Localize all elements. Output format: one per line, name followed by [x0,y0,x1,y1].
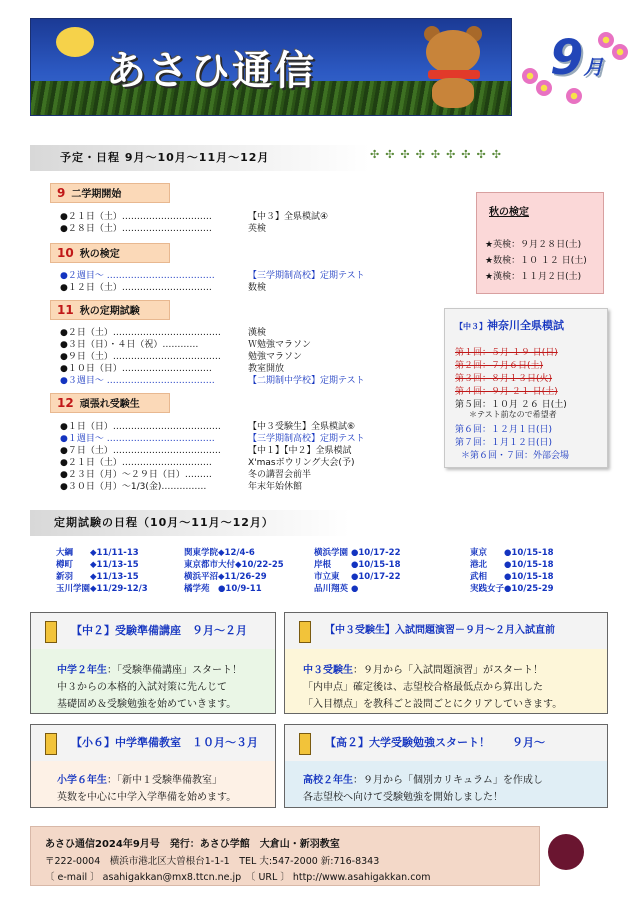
grade9-course-box: 【中３受験生】入試問題演習－９月〜２月入試直前 中３受験生：９月から「入試問題演習」がスタート！ 「内申点」確定後は、志望校合格最低点から算出した 「入目標点」を教科ごと設問ごとにクリアしていきます。 [284,612,608,714]
test-item: ★漢検：１１月２日(土) [485,272,582,282]
test-date: 第６回：１２月１日(日) [455,425,553,435]
schedule-row: ●２３日（月）〜２９日（日）……… 冬の講習会前半 [60,470,312,480]
issue-month [550,30,603,86]
schedule-row: ●２１日（土）………………………… X'masボウリング大会(予) [60,458,355,468]
pencil-icon [299,733,311,755]
pencil-icon [45,733,57,755]
test-date: 第４回：９月 ２１ 日(土) [455,387,558,397]
footer-publisher: あさひ通信2024年9月号 発行：あさひ学館 大倉山・新羽教室 [45,839,340,850]
flower-icon [566,88,582,104]
schedule-row: ●２週目〜 ……………………………… 【三学期制高校】定期テスト [60,271,365,281]
schedule-row: ●１０日（日）………………………… 教室開放 [60,364,285,374]
october-heading: 10 秋の検定 [50,243,170,263]
grade8-course-box: 【中２】受験準備講座 ９月〜２月 中学２年生：「受験準備講座」スタート！ 中３からの本格的入試対策に先んじて 基礎固め＆受験勉強を始めていきます。 [30,612,276,714]
publisher-footer [30,826,540,886]
test-note: ＊テスト前なので希望者 [469,410,557,419]
schedule-row: ●３週目〜 ……………………………… 【二期制中学校】定期テスト [60,376,365,386]
pencil-icon [45,621,57,643]
flower-icon [522,68,538,84]
box-title: 【小６】中学準備教室 １０月〜３月 [31,725,275,761]
flower-icon [612,44,628,60]
schedule-row: ●２日（土）……………………………… 漢検 [60,328,267,338]
footer-address: 〒222-0004 横浜市港北区大曽根台1-1-1 TEL 大:547-2000 新:716-8343 [45,856,380,867]
month-number: 9 [550,30,584,86]
flower-icon [598,32,614,48]
december-heading: 12 頑張れ受験生 [50,393,170,413]
schedule-row: ●９日（土）……………………………… 勉強マラソン [60,352,303,362]
test-date: 第７回：１月１２日(日) [455,438,553,448]
test-date: 第３回：８月１３日(火) [455,374,553,384]
pencil-icon [299,621,311,643]
moon-icon [56,27,94,57]
grape-icon [548,834,584,870]
grade6-course-box: 【小６】中学準備教室 １０月〜３月 小学６年生：「新中１受験準備教室」 英数を中心に中学入学準備を始めます。 [30,724,276,808]
box-title: 【高２】大学受験勉強スタート！ ９月〜 [285,725,607,761]
test-note: ＊第６回・７回：外部会場 [461,451,570,461]
autumn-test-title: 秋の検定 [489,207,529,218]
schedule-row: ●３日（日）・４日（祝）………… Ｗ勉強マラソン [60,340,312,350]
test-item: ★数検：１０ １２ 日(土) [485,256,587,266]
month-suffix: 月 [583,55,604,79]
bear-mascot-icon [418,30,488,110]
autumn-test-box [476,192,604,294]
schedule-row: ●１週目〜 ……………………………… 【三学期制高校】定期テスト [60,434,365,444]
test-date: 第５回：１０月 ２６ 日(土) [455,400,567,410]
newsletter-title: あさひ通信 [106,48,316,94]
mock-test-title: 【中３】神奈川全県模試 [455,319,564,332]
dragonfly-decoration: ✣✣✣✣✣✣✣✣✣ [370,148,507,161]
kanagawa-mock-test-box [444,308,608,468]
test-date: 第１回：５月 １９ 日(日) [455,348,558,358]
flower-icon [536,80,552,96]
test-item: ★英検：９月２８日(土) [485,240,582,250]
schedule-row: ●１日（日）……………………………… 【中３受験生】全県模試⑥ [60,422,356,432]
highschool-course-box: 【高２】大学受験勉強スタート！ ９月〜 高校２年生：９月から「個別カリキュラム」を作成し 各志望校へ向けて受験勉強を開始しました！ [284,724,608,808]
schedule-row: ●２１日（土）………………………… 【中３】全県模試④ [60,212,329,222]
schedule-heading: 予定・日程 9月〜10月〜11月〜12月 [30,145,370,171]
september-heading: 9 二学期開始 [50,183,170,203]
schedule-row: ●７日（土）……………………………… 【中１】【中２】全県模試 [60,446,352,456]
schedule-row: ●２８日（土）………………………… 英検 [60,224,267,234]
box-title: 【中３受験生】入試問題演習－９月〜２月入試直前 [285,613,607,649]
footer-contact: 〔 e-mail 〕 asahigakkan@mx8.ttcn.ne.jp 〔 URL 〕 http://www.asahigakkan.com [45,872,431,883]
test-date: 第２回：７月６日(土) [455,361,544,371]
november-heading: 11 秋の定期試験 [50,300,170,320]
exam-schedule-heading: 定期試験の日程（10月〜11月〜12月） [30,510,350,536]
schedule-row: ●１２日（土）………………………… 数検 [60,283,267,293]
box-title: 【中２】受験準備講座 ９月〜２月 [31,613,275,649]
schedule-row: ●３０日（月）〜1/3(金)…………… 年末年始休館 [60,482,303,492]
